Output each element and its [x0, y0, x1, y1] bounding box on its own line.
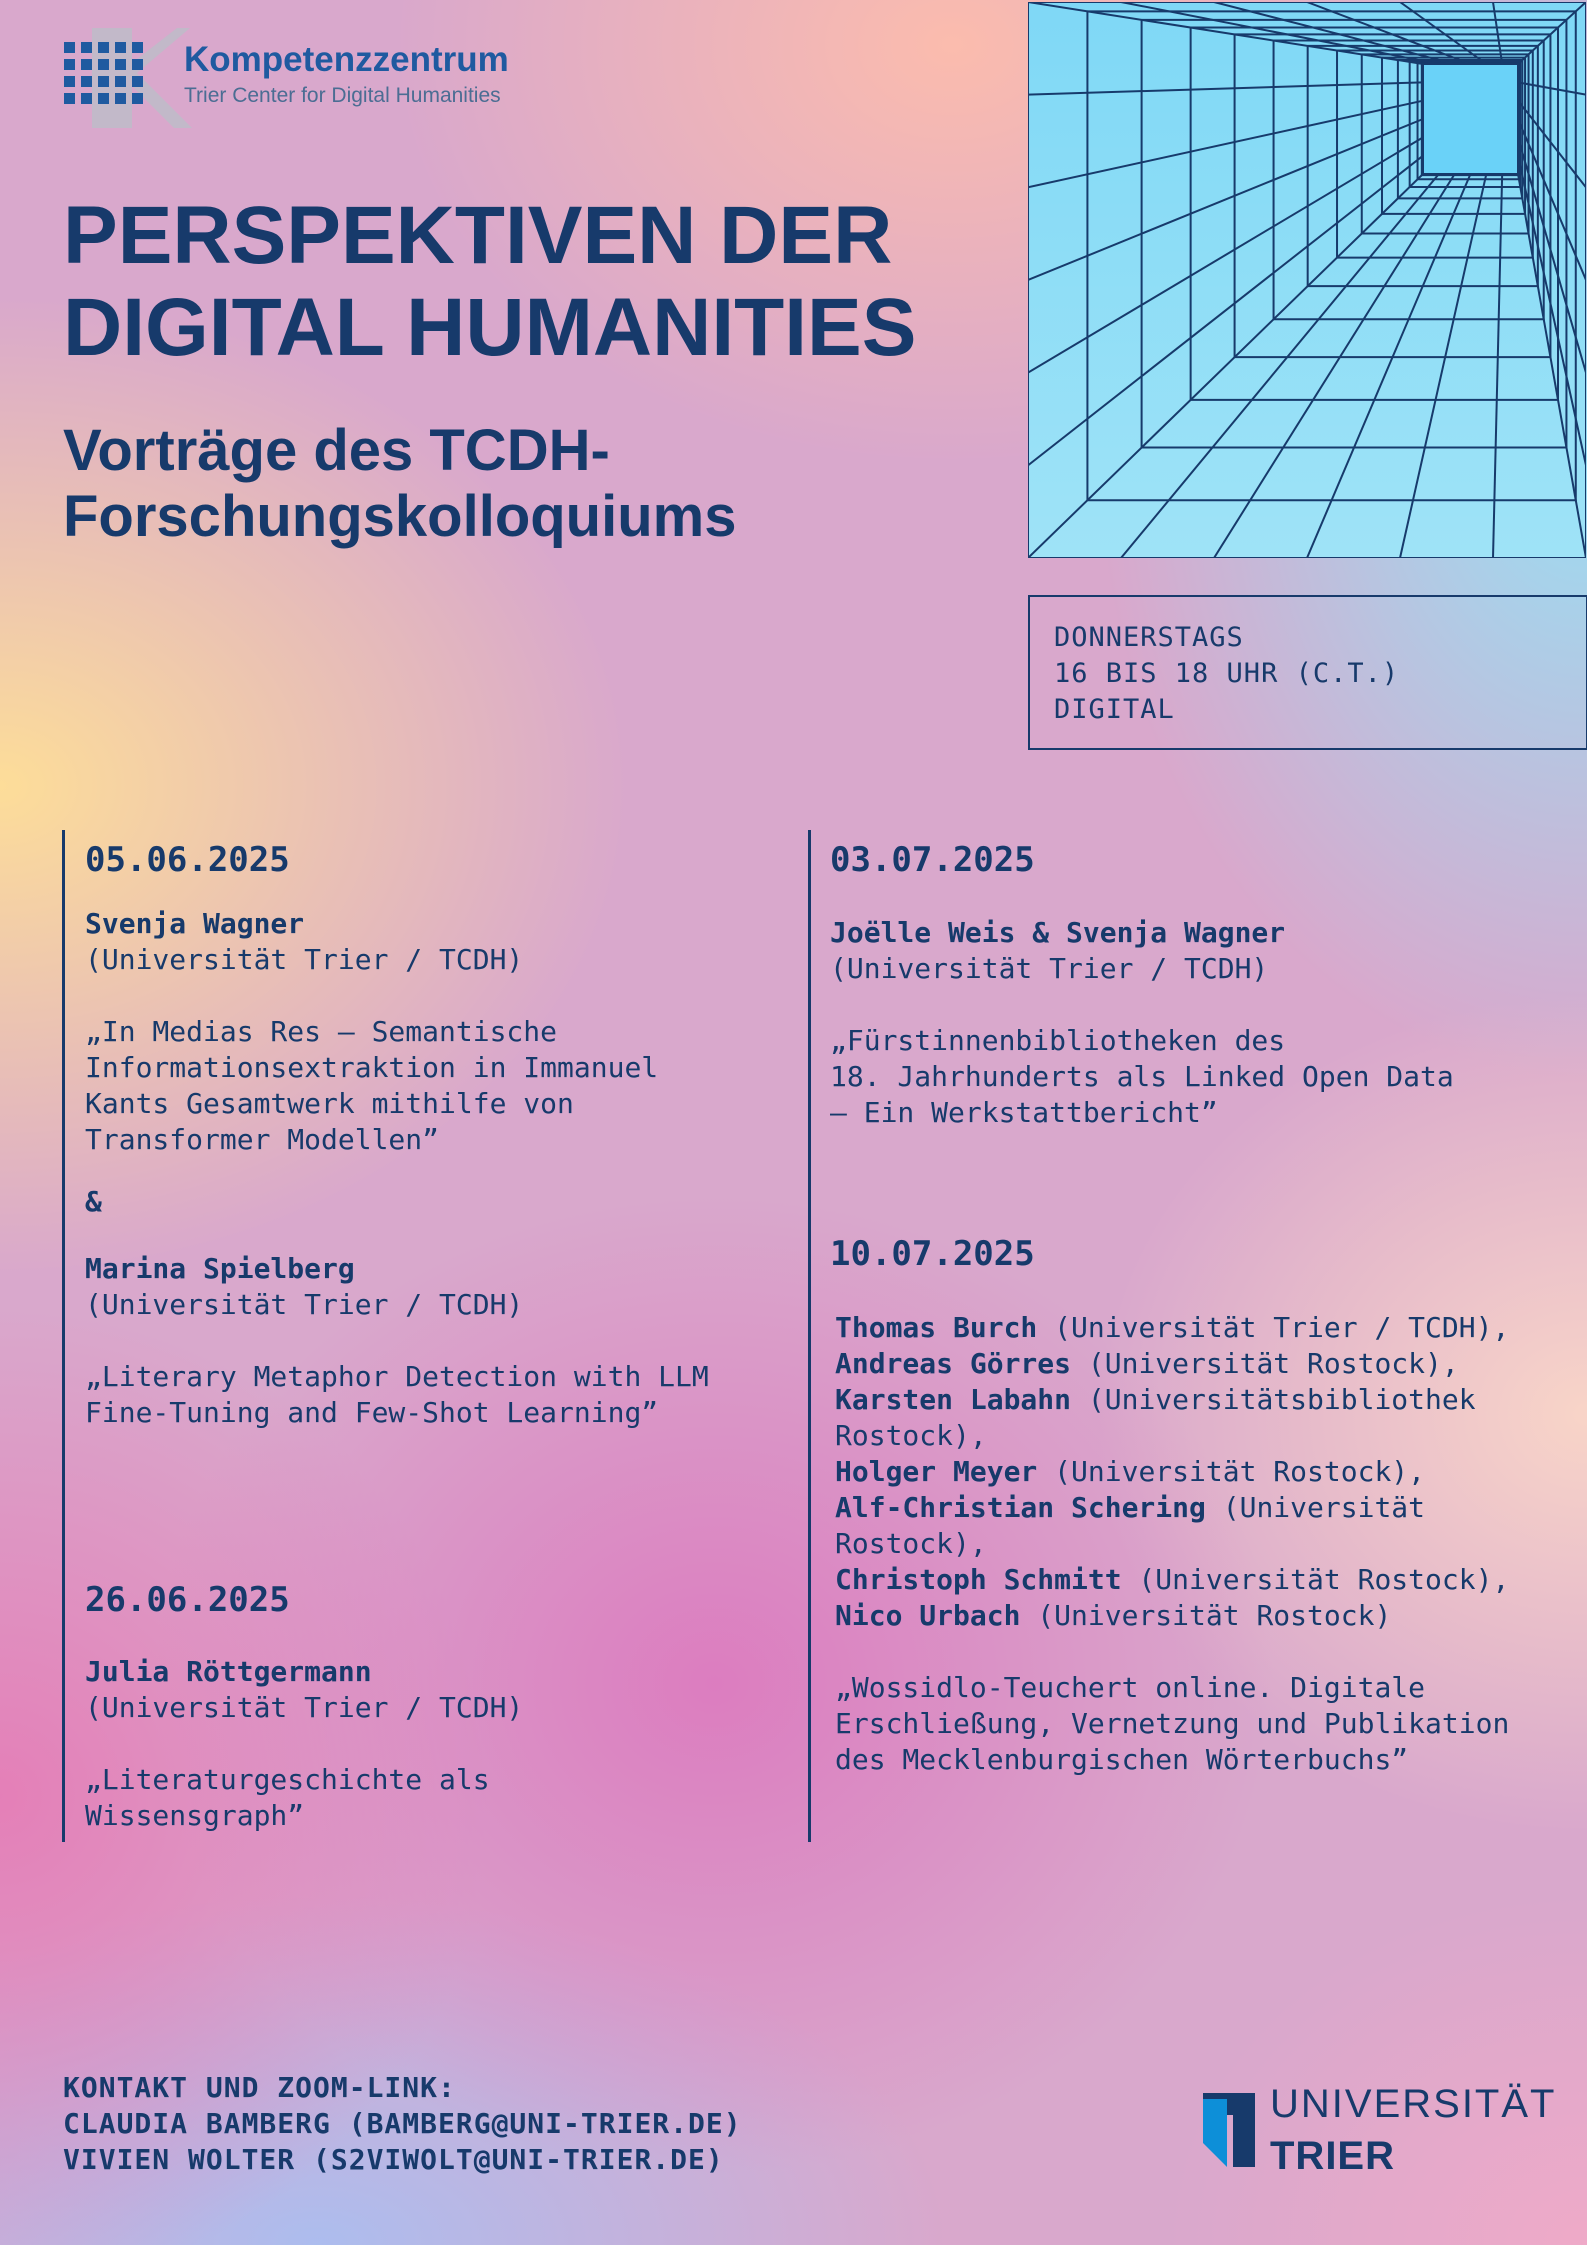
speaker-line [835, 1454, 1509, 1490]
talk-title: „Literary Metaphor Detection with LLM Fine-Tuning and Few-Shot Learning” [85, 1360, 709, 1429]
left-column-divider [62, 830, 65, 1842]
talk-title: „Fürstinnenbibliotheken des 18. Jahrhunderts als Linked Open Data – Ein Werkstattbericht” [830, 1024, 1454, 1129]
speaker-name: Holger Meyer [835, 1455, 1038, 1488]
speaker-name: Nico Urbach [835, 1599, 1021, 1632]
talk-title: „Literaturgeschichte als Wissensgraph” [85, 1763, 490, 1832]
schedule-text: DONNERSTAGS 16 BIS 18 UHR (C.T.) DIGITAL [1054, 622, 1400, 725]
event-date: 10.07.2025 [830, 1234, 1035, 1274]
right-column-divider [808, 830, 811, 1842]
speaker-affiliation: (Universität Trier / TCDH) [830, 952, 1269, 985]
speaker-name: Marina Spielberg [85, 1252, 355, 1285]
speaker-affiliation: (Universität Trier / TCDH) [85, 1691, 524, 1724]
event-date: 05.06.2025 [85, 840, 290, 880]
page-title [63, 190, 1023, 374]
contact-person: CLAUDIA BAMBERG (BAMBERG@UNI-TRIER.DE) [63, 2107, 742, 2140]
logo-title: Kompetenzzentrum [184, 40, 509, 79]
speaker-line [835, 1310, 1509, 1346]
university-name: UNIVERSITÄT [1270, 2082, 1557, 2126]
talk-title: „Wossidlo-Teuchert online. Digitale Erschließung, Vernetzung und Publikation des Mecklenburgischen Wörterbuchs” [835, 1671, 1510, 1776]
speaker-line [835, 1562, 1509, 1598]
grid-tunnel-icon [1028, 2, 1586, 558]
speaker-affiliation: (Universität [1205, 1491, 1426, 1524]
event-date: 03.07.2025 [830, 840, 1035, 880]
speaker-list [835, 1310, 1509, 1634]
speaker-affiliation: (Universität Rostock), [1037, 1455, 1426, 1488]
contact-heading: KONTAKT UND ZOOM-LINK: [63, 2071, 456, 2104]
speaker-name: Svenja Wagner [85, 907, 305, 940]
speaker-affiliation-cont: Rostock), [835, 1419, 987, 1452]
speaker-affiliation: (Universität Rostock), [1071, 1347, 1459, 1380]
page-subtitle [63, 418, 963, 550]
speaker-line [835, 1598, 1509, 1634]
contact-block [63, 2070, 742, 2178]
speaker-affiliation: (Universität Trier / TCDH), [1037, 1311, 1510, 1344]
speaker-affiliation: (Universität Trier / TCDH) [85, 943, 524, 976]
speaker-line [835, 1382, 1509, 1418]
speaker-name: Karsten Labahn [835, 1383, 1072, 1416]
speaker-affiliation: (Universität Trier / TCDH) [85, 1288, 524, 1321]
speaker-name: Alf-Christian Schering [835, 1491, 1206, 1524]
speaker-line [835, 1346, 1509, 1382]
speaker-affiliation-cont: Rostock), [835, 1527, 987, 1560]
speaker-affiliation: (Universität Rostock) [1020, 1599, 1392, 1632]
title-line-1: PERSPEKTIVEN DER [63, 190, 893, 281]
subtitle-line-2: Forschungskolloquiums [63, 484, 737, 549]
speaker-affiliation: (Universität Rostock), [1121, 1563, 1510, 1596]
event-date: 26.06.2025 [85, 1580, 290, 1620]
speaker-name: Joëlle Weis & Svenja Wagner [830, 916, 1286, 949]
university-trier-mark-icon [1203, 2093, 1255, 2167]
speaker-line [835, 1490, 1509, 1526]
speaker-name: Christoph Schmitt [835, 1563, 1122, 1596]
speaker-name: Thomas Burch [835, 1311, 1038, 1344]
subtitle-line-1: Vorträge des TCDH- [63, 418, 610, 483]
connector-ampersand: & [85, 1185, 102, 1218]
speaker-affiliation: (Universitätsbibliothek [1071, 1383, 1476, 1416]
logo-subtitle: Trier Center for Digital Humanities [184, 84, 501, 107]
talk-title: „In Medias Res – Semantische Informationsextraktion in Immanuel Kants Gesamtwerk mithilfe von Transformer Modellen” [85, 1015, 659, 1156]
university-city: TRIER [1270, 2134, 1395, 2178]
title-line-2: DIGITAL HUMANITIES [63, 282, 917, 373]
speaker-name: Julia Röttgermann [85, 1655, 372, 1688]
contact-person: VIVIEN WOLTER (S2VIWOLT@UNI-TRIER.DE) [63, 2143, 724, 2176]
speaker-name: Andreas Görres [835, 1347, 1072, 1380]
